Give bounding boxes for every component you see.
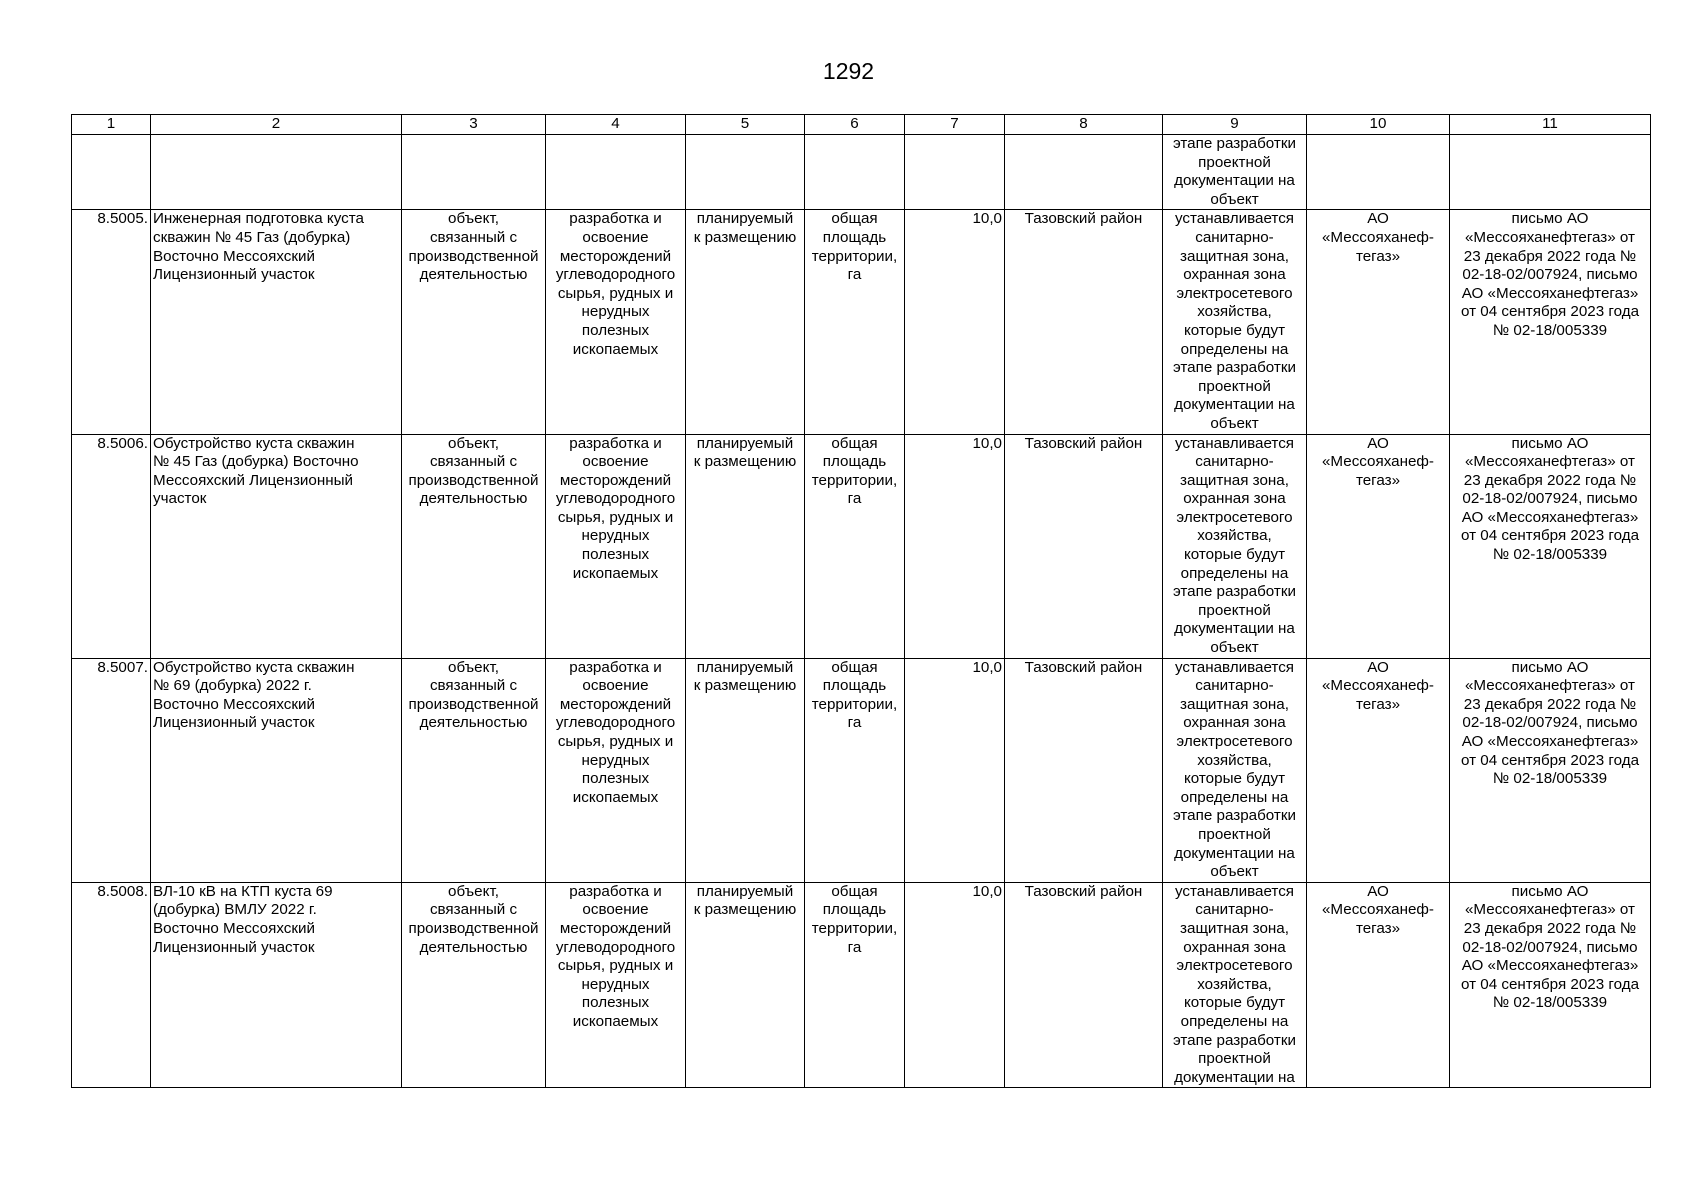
value-cell: 10,0 xyxy=(905,434,1005,658)
table-row xyxy=(72,658,1651,882)
column-header: 1 xyxy=(72,115,151,135)
column-header: 3 xyxy=(402,115,546,135)
basis-cell: письмо АО «Мессояханефтегаз» от 23 декабря 2022 года № 02-18-02/007924, письмо АО «Мессояханефтегаз» от 04 сентября 2023 года № 02-18/005339 xyxy=(1450,210,1651,434)
row-number-cell: 8.5007. xyxy=(72,658,151,882)
object-name-cell: Обустройство куста скважин № 45 Газ (добурка) Восточно Мессояхский Лицензионный участок xyxy=(151,434,402,658)
column-header: 8 xyxy=(1005,115,1163,135)
row-number-cell: 8.5008. xyxy=(72,882,151,1088)
owner-cell: АО «Мессояханеф- тегаз» xyxy=(1307,658,1450,882)
purpose-cell: разработка и освоение месторождений углеводородного сырья, рудных и нерудных полезных ископаемых xyxy=(546,434,686,658)
characteristic-cell: общая площадь территории, га xyxy=(805,658,905,882)
registry-table xyxy=(71,114,1651,1088)
header-row xyxy=(72,115,1651,135)
value-cell: 10,0 xyxy=(905,882,1005,1088)
table-cell xyxy=(1450,135,1651,210)
characteristic-cell: общая площадь территории, га xyxy=(805,434,905,658)
basis-cell: письмо АО «Мессояханефтегаз» от 23 декабря 2022 года № 02-18-02/007924, письмо АО «Мессояханефтегаз» от 04 сентября 2023 года № 02-18/005339 xyxy=(1450,658,1651,882)
object-type-cell: объект, связанный с производственной деятельностью xyxy=(402,882,546,1088)
table-cell xyxy=(546,135,686,210)
table-cell xyxy=(905,135,1005,210)
purpose-cell: разработка и освоение месторождений углеводородного сырья, рудных и нерудных полезных ископаемых xyxy=(546,210,686,434)
characteristic-cell: общая площадь территории, га xyxy=(805,210,905,434)
table-cell xyxy=(1005,135,1163,210)
table-cell xyxy=(686,135,805,210)
table-cell xyxy=(805,135,905,210)
table-row-continuation xyxy=(72,135,1651,210)
column-header: 5 xyxy=(686,115,805,135)
page-number: 1292 xyxy=(822,58,875,84)
table-cell xyxy=(1307,135,1450,210)
basis-cell: письмо АО «Мессояханефтегаз» от 23 декабря 2022 года № 02-18-02/007924, письмо АО «Мессояханефтегаз» от 04 сентября 2023 года № 02-18/005339 xyxy=(1450,882,1651,1088)
table-cell xyxy=(151,135,402,210)
status-cell: планируемый к размещению xyxy=(686,882,805,1088)
status-cell: планируемый к размещению xyxy=(686,434,805,658)
column-header: 4 xyxy=(546,115,686,135)
object-type-cell: объект, связанный с производственной деятельностью xyxy=(402,658,546,882)
row-number-cell: 8.5006. xyxy=(72,434,151,658)
status-cell: планируемый к размещению xyxy=(686,658,805,882)
table-cell xyxy=(402,135,546,210)
location-cell: Тазовский район xyxy=(1005,434,1163,658)
zones-cell: устанавливается санитарно- защитная зона, охранная зона электросетевого хозяйства, которые будут определены на этапе разработки проектной документации на объект xyxy=(1163,658,1307,882)
zones-cell: устанавливается санитарно- защитная зона, охранная зона электросетевого хозяйства, которые будут определены на этапе разработки проектной документации на объект xyxy=(1163,434,1307,658)
table-row xyxy=(72,210,1651,434)
purpose-cell: разработка и освоение месторождений углеводородного сырья, рудных и нерудных полезных ископаемых xyxy=(546,882,686,1088)
object-name-cell: ВЛ-10 кВ на КТП куста 69 (добурка) ВМЛУ 2022 г. Восточно Мессояхский Лицензионный участок xyxy=(151,882,402,1088)
zones-cell: устанавливается санитарно- защитная зона, охранная зона электросетевого хозяйства, которые будут определены на этапе разработки проектной документации на xyxy=(1163,882,1307,1088)
zones-cell: устанавливается санитарно- защитная зона, охранная зона электросетевого хозяйства, которые будут определены на этапе разработки проектной документации на объект xyxy=(1163,210,1307,434)
table-row xyxy=(72,882,1651,1088)
table-body xyxy=(72,135,1651,1088)
table-header xyxy=(72,115,1651,135)
owner-cell: АО «Мессояханеф- тегаз» xyxy=(1307,434,1450,658)
owner-cell: АО «Мессояханеф- тегаз» xyxy=(1307,882,1450,1088)
column-header: 2 xyxy=(151,115,402,135)
object-type-cell: объект, связанный с производственной деятельностью xyxy=(402,210,546,434)
table-row xyxy=(72,434,1651,658)
basis-cell: письмо АО «Мессояханефтегаз» от 23 декабря 2022 года № 02-18-02/007924, письмо АО «Мессояханефтегаз» от 04 сентября 2023 года № 02-18/005339 xyxy=(1450,434,1651,658)
object-name-cell: Обустройство куста скважин № 69 (добурка) 2022 г. Восточно Мессояхский Лицензионный участок xyxy=(151,658,402,882)
object-name-cell: Инженерная подготовка куста скважин № 45 Газ (добурка) Восточно Мессояхский Лицензионный участок xyxy=(151,210,402,434)
value-cell: 10,0 xyxy=(905,658,1005,882)
owner-cell: АО «Мессояханеф- тегаз» xyxy=(1307,210,1450,434)
purpose-cell: разработка и освоение месторождений углеводородного сырья, рудных и нерудных полезных ископаемых xyxy=(546,658,686,882)
zones-cell: этапе разработки проектной документации на объект xyxy=(1163,135,1307,210)
table-cell xyxy=(72,135,151,210)
column-header: 10 xyxy=(1307,115,1450,135)
value-cell: 10,0 xyxy=(905,210,1005,434)
column-header: 7 xyxy=(905,115,1005,135)
column-header: 9 xyxy=(1163,115,1307,135)
column-header: 11 xyxy=(1450,115,1651,135)
status-cell: планируемый к размещению xyxy=(686,210,805,434)
location-cell: Тазовский район xyxy=(1005,882,1163,1088)
location-cell: Тазовский район xyxy=(1005,658,1163,882)
row-number-cell: 8.5005. xyxy=(72,210,151,434)
location-cell: Тазовский район xyxy=(1005,210,1163,434)
characteristic-cell: общая площадь территории, га xyxy=(805,882,905,1088)
object-type-cell: объект, связанный с производственной деятельностью xyxy=(402,434,546,658)
column-header: 6 xyxy=(805,115,905,135)
